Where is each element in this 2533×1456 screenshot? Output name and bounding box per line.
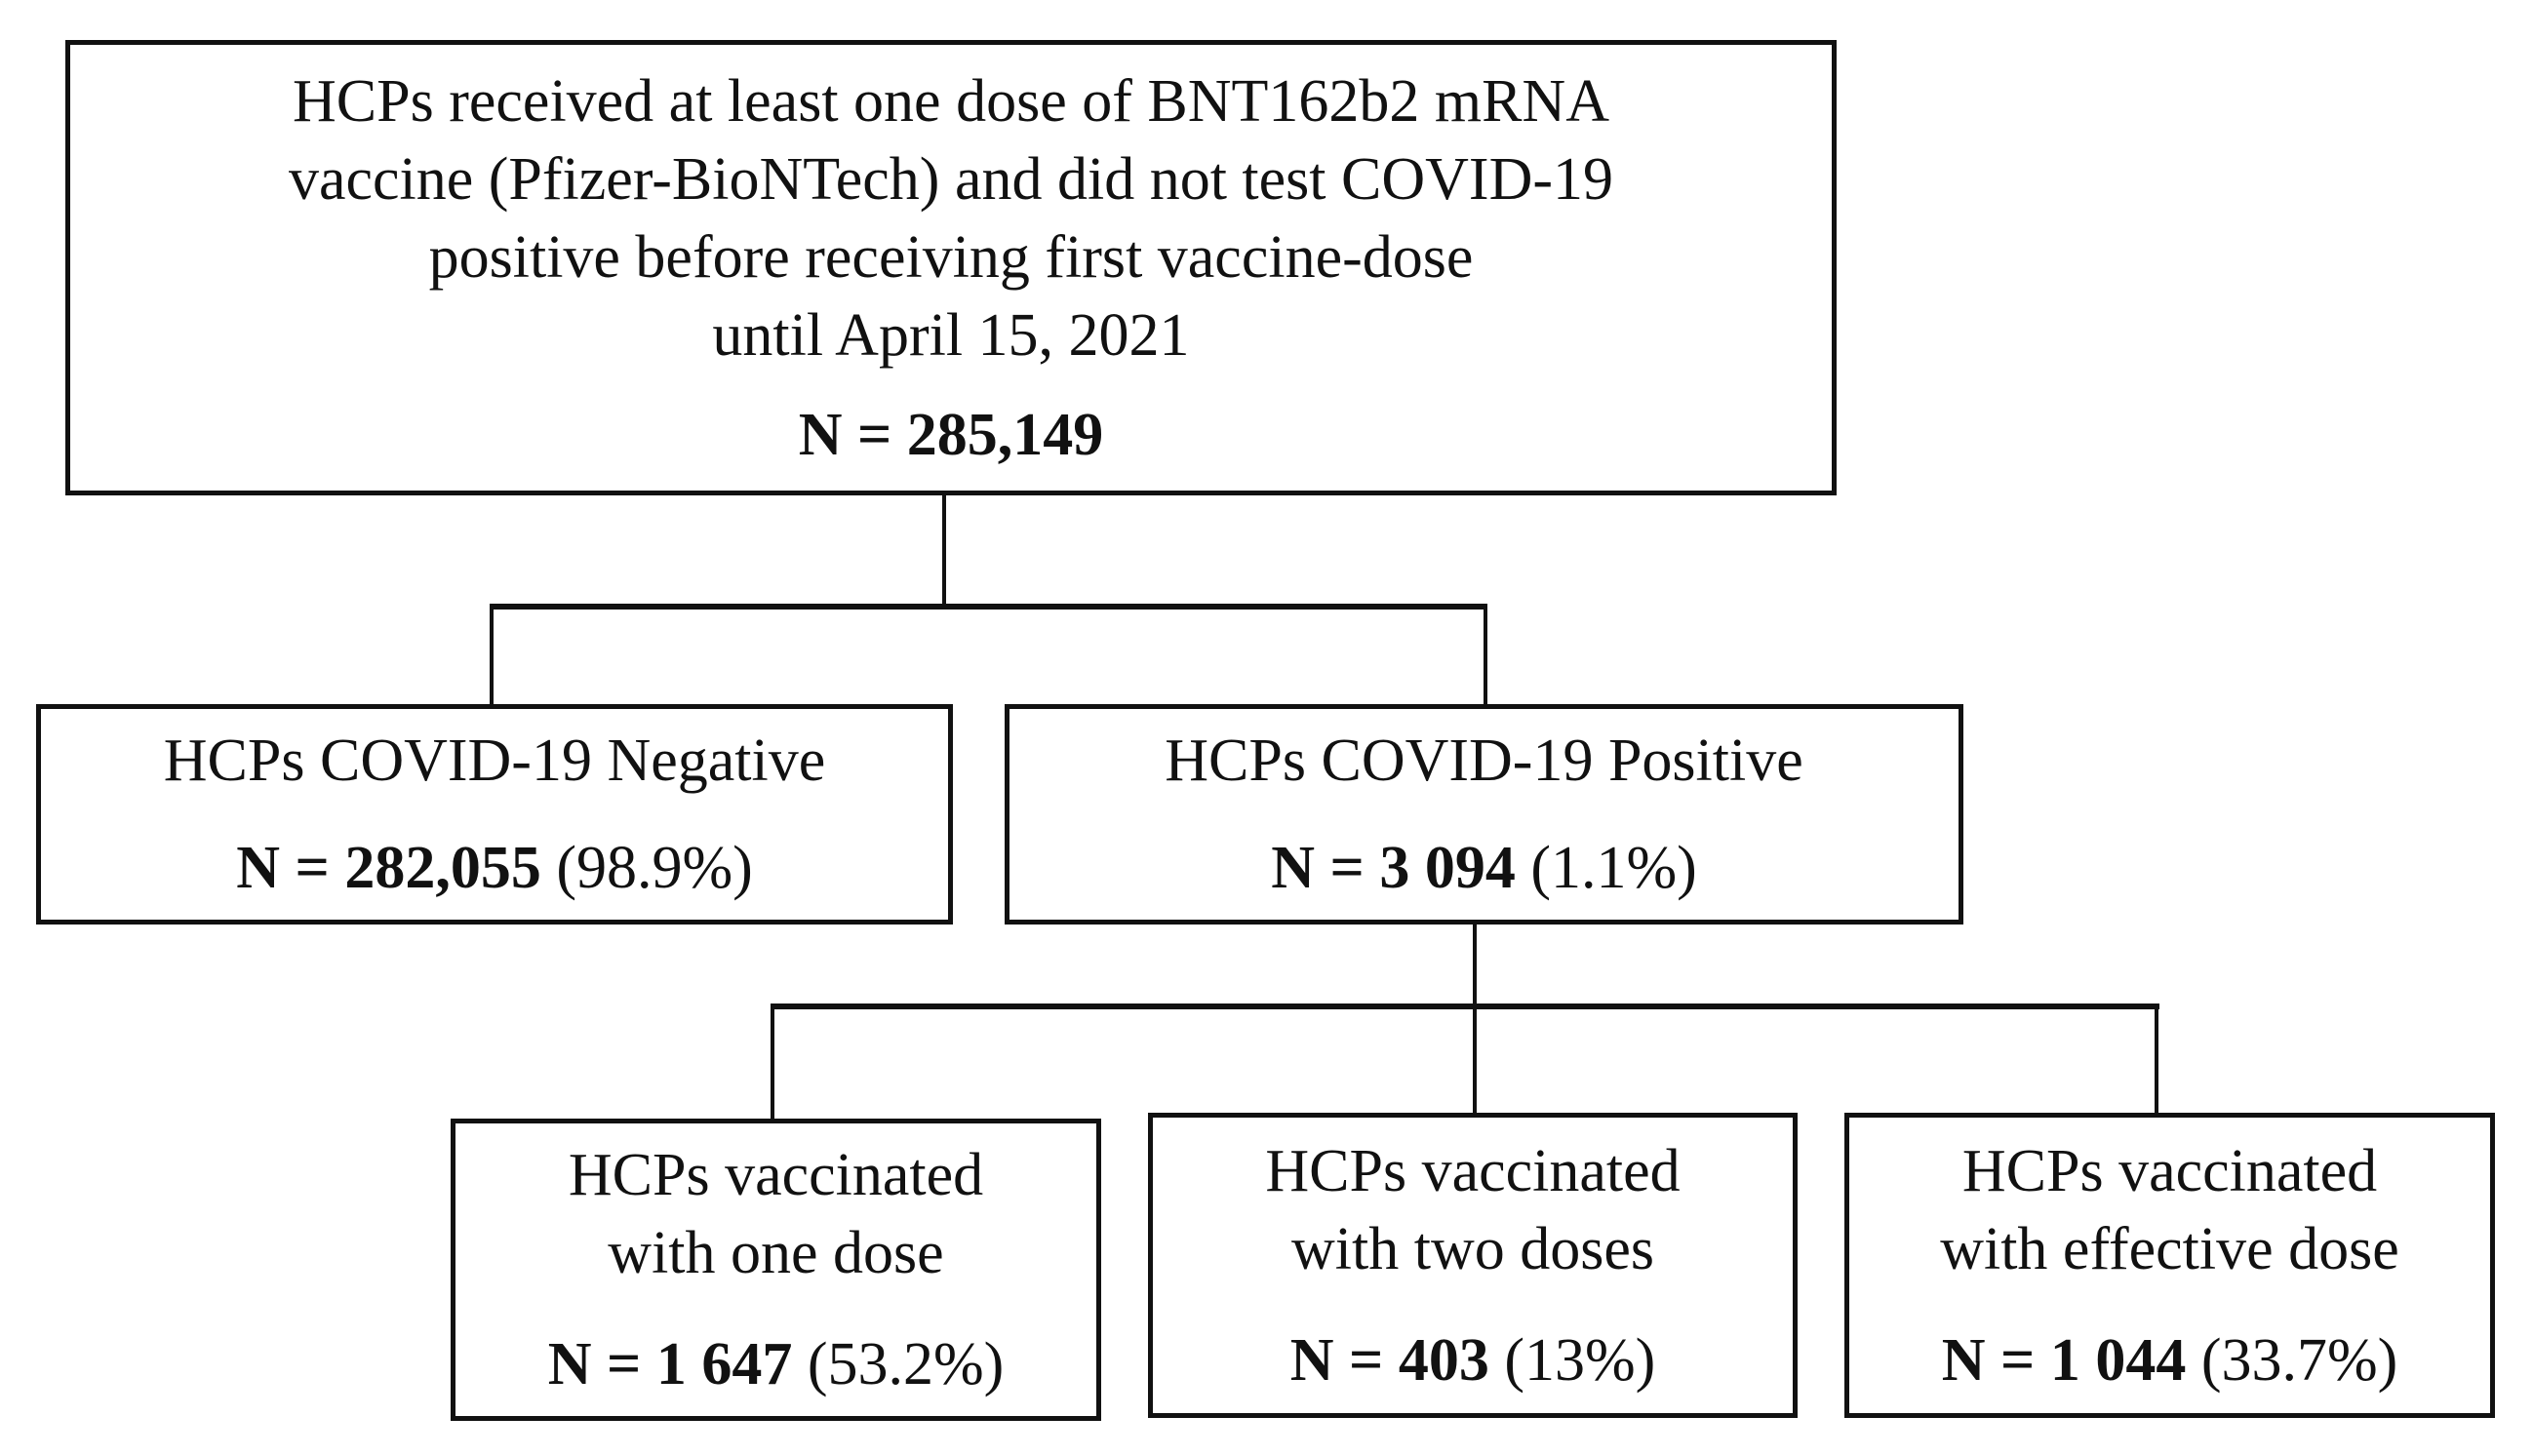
effective-dose-label-line-1: HCPs vaccinated [1961, 1137, 2378, 1204]
positive-box [1005, 704, 1963, 925]
connector-to-effective-dose [2155, 1003, 2158, 1115]
connector-to-one-dose [771, 1003, 774, 1121]
one-dose-label-line-2: with one dose [608, 1220, 944, 1286]
effective-dose-box [1844, 1113, 2495, 1418]
positive-count: N = 3 094 (1.1%) [1271, 835, 1697, 901]
two-doses-box [1148, 1113, 1798, 1418]
root-box [65, 40, 1837, 495]
connector-to-negative [490, 604, 494, 706]
negative-box [36, 704, 953, 925]
one-dose-count: N = 1 647 (53.2%) [547, 1331, 1005, 1397]
connector-positive-trunk [1473, 923, 1477, 1115]
effective-dose-count: N = 1 044 (33.7%) [1941, 1326, 2398, 1394]
negative-label: HCPs COVID-19 Negative [163, 728, 826, 794]
root-text-line-1: HCPs received at least one dose of BNT162b2 mRNA [293, 67, 1609, 135]
connector-level3-bar [771, 1003, 2159, 1009]
one-dose-box [451, 1119, 1101, 1421]
two-doses-label-line-2: with two doses [1291, 1215, 1654, 1282]
two-doses-count: N = 403 (13%) [1289, 1326, 1656, 1394]
effective-dose-label-line-2: with effective dose [1940, 1215, 2399, 1282]
connector-level2-bar [490, 604, 1487, 610]
negative-count: N = 282,055 (98.9%) [236, 835, 753, 901]
root-text-line-2: vaccine (Pfizer-BioNTech) and did not test COVID-19 [288, 145, 1613, 213]
positive-label: HCPs COVID-19 Positive [1165, 728, 1803, 794]
connector-to-positive [1484, 604, 1487, 706]
root-count: N = 285,149 [798, 401, 1104, 468]
root-text-line-4: until April 15, 2021 [712, 301, 1190, 369]
connector-root-trunk [942, 492, 946, 607]
one-dose-label-line-1: HCPs vaccinated [568, 1142, 984, 1208]
root-text-line-3: positive before receiving first vaccine-dose [428, 223, 1474, 291]
two-doses-label-line-1: HCPs vaccinated [1265, 1137, 1681, 1204]
